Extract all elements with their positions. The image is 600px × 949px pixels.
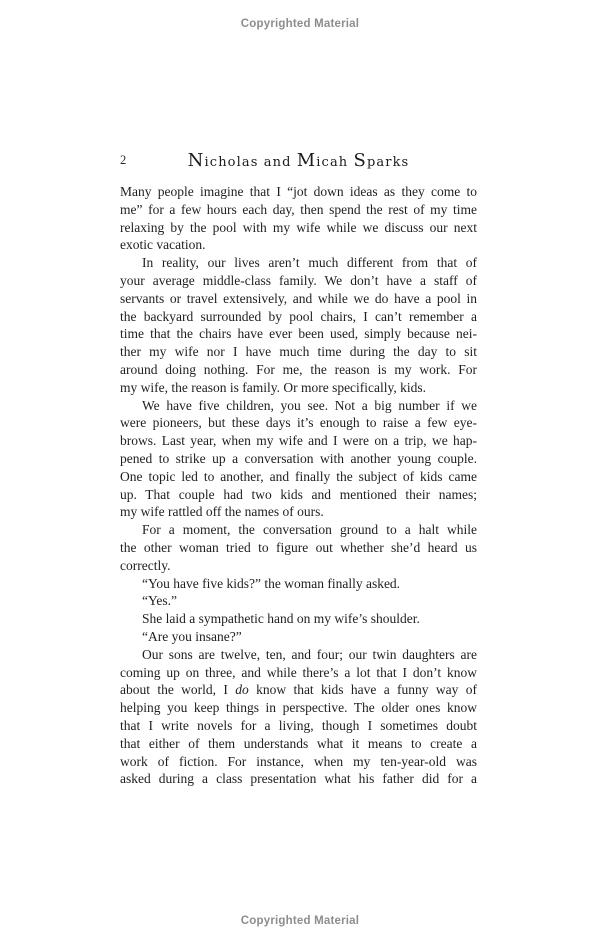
text-line: pened to strike up a conversation with another young couple. [120,450,477,466]
paragraph [120,521,477,574]
paragraph [120,628,477,646]
text-line: In reality, our lives aren’t much different from that of [142,255,477,271]
body-text [120,183,477,788]
text-line: One topic led to another, and finally the subject of kids came [120,468,477,484]
text-line: Many people imagine that I “jot down ideas as they come to [120,184,477,199]
text-line: We have five children, you see. Not a big number if we [142,397,477,413]
paragraph [120,592,477,610]
text-line: coming up on three, and while there’s a lot that I don’t know [120,664,477,680]
text-line: that either of them understands what it means to create a [120,735,477,751]
title-capital: N [187,150,205,171]
title-capital: M [296,150,317,171]
text-line: “Yes.” [142,593,178,609]
text-line: exotic vacation. [120,237,206,253]
text-line: helping you keep things in perspective. The older ones know [120,700,477,716]
text-line: asked during a class presentation what his father did for a [120,771,477,787]
title-capital: S [353,150,367,171]
text-line: around doing nothing. For me, the reason is my work. For [120,361,477,377]
text-line: about the world, I do know that kids have a funny way of [120,682,477,698]
paragraph [120,183,477,254]
text-line: correctly. [120,557,171,573]
text-line: that I write novels for a living, though I sometimes doubt [120,717,477,733]
copyright-banner-bottom: Copyrighted Material [240,915,360,927]
text-line: relaxing by the pool with my wife while we discuss our next [120,219,477,235]
text-line: ther my wife nor I have much time during the day to sit [120,344,477,360]
paragraph [120,610,477,628]
text-line: She laid a sympathetic hand on my wife’s shoulder. [142,611,420,627]
text-line: “You have five kids?” the woman finally asked. [142,575,401,591]
text-line: work of fiction. For instance, when my ten-year-old was [120,753,477,769]
text-line: brows. Last year, when my wife and I were on a trip, we hap- [120,433,477,449]
text-line: my wife, the reason is family. Or more specifically, kids. [120,379,427,395]
text-line: the backyard surrounded by pool chairs, I can’t remember a [120,308,477,324]
text-line: me” for a few hours each day, then spend the rest of my time [120,201,477,217]
page-number: 2 [120,153,127,167]
text-line: my wife rattled off the names of ours. [120,504,324,520]
text-line: For a moment, the conversation ground to a halt while [142,522,477,538]
text-line: Our sons are twelve, ten, and four; our twin daughters are [142,646,477,662]
text-line: servants or travel extensively, and while we do have a pool in [120,290,477,306]
text-line: time that the chairs have ever been used, simply because nei- [120,326,477,342]
text-line: the other woman tried to figure out whether she’d heard us [120,539,477,555]
text-line: “Are you insane?” [142,628,242,644]
italic-word: do [235,682,249,698]
paragraph [120,646,477,788]
paragraph [120,575,477,593]
copyright-banner-top: Copyrighted Material [240,18,360,30]
text-line: up. That couple had two kids and mentioned their names; [120,486,477,502]
running-title: Nicholas and Micah Sparks [187,150,410,171]
paragraph [120,254,477,396]
page-header [120,150,477,170]
text-line: were pioneers, but these days it’s enough to raise a few eye- [120,415,477,431]
paragraph [120,397,477,522]
text-line: your average middle-class family. We don’t have a staff of [120,272,477,288]
